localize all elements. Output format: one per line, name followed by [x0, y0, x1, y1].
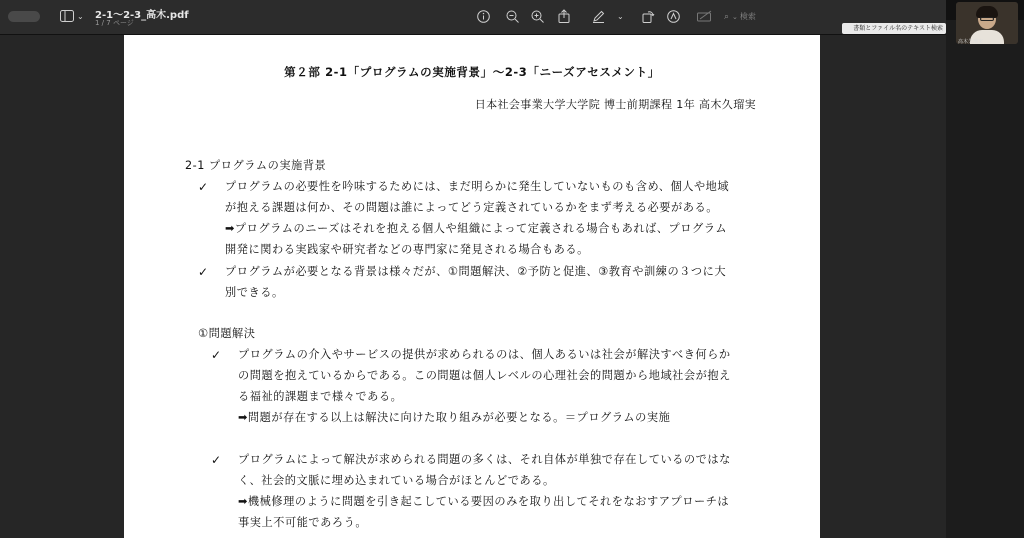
page-status: 1 / 7 ページ	[95, 19, 134, 27]
markup-pen-icon[interactable]	[592, 10, 605, 26]
sub-bullet2-line1: プログラムによって解決が求められる問題の多くは、それ自体が単独で存在しているのではな	[238, 453, 731, 466]
participant-glasses	[980, 17, 994, 21]
chevron-down-icon[interactable]: ⌄	[77, 12, 84, 21]
form-fill-icon[interactable]	[697, 10, 713, 26]
participant-name: 髙木久瑠実	[958, 39, 984, 45]
chevron-down-icon[interactable]: ⌄	[617, 12, 624, 21]
info-icon[interactable]	[477, 10, 490, 26]
bullet2-line2: 別できる。	[225, 286, 284, 299]
sub-bullet1-line2: の問題を抱えているからである。この問題は個人レベルの心理社会的問題から地域社会が抱え	[238, 369, 731, 382]
check-bullet: ✓	[198, 180, 209, 194]
document-title: 第２部 2-1「プログラムの実施背景」～2-3「ニーズアセスメント」	[284, 65, 660, 79]
sidebar-toggle-icon[interactable]	[60, 10, 74, 25]
toolbar	[0, 0, 946, 35]
subheading: ①問題解決	[198, 327, 256, 340]
sub-bullet1-line4: ➡問題が存在する以上は解決に向けた取り組みが必要となる。＝プログラムの実施	[238, 411, 671, 424]
search-icon: ⌕	[724, 12, 730, 22]
bullet1-line1: プログラムの必要性を吟味するためには、まだ明らかに発生していないものも含め、個人や地域	[225, 180, 730, 193]
share-icon[interactable]	[558, 9, 570, 26]
search-placeholder: 検索	[739, 12, 756, 21]
search-tooltip: 書類とファイル名のテキスト検索	[842, 23, 946, 34]
zoom-in-icon[interactable]	[531, 10, 544, 26]
bullet1-line2: が抱える課題は何か、その問題は誰によってどう定義されているかをまず考える必要がある。	[225, 201, 718, 214]
document-name: 2-1～2-3_高木.pdf	[95, 10, 189, 21]
sub-bullet1-line1: プログラムの介入やサービスの提供が求められるのは、個人あるいは社会が解決すべき何らか	[238, 348, 731, 361]
check-bullet: ✓	[211, 453, 222, 467]
chevron-down-icon: ⌄	[732, 13, 738, 21]
bullet2-line1: プログラムが必要となる背景は様々だが、①問題解決、②予防と促進、③教育や訓練の３つに大	[225, 265, 727, 278]
section-heading: 2-1 プログラムの実施背景	[185, 159, 327, 172]
sub-bullet2-line3: ➡機械修理のように問題を引き起こしている要因のみを取り出してそれをなおすアプローチは	[238, 495, 730, 508]
zoom-out-icon[interactable]	[506, 10, 519, 26]
document-author: 日本社会事業大学大学院 博士前期課程 1年 高木久瑠実	[474, 98, 756, 111]
sub-bullet1-line3: る福祉的課題まで様々である。	[238, 390, 403, 403]
check-bullet: ✓	[211, 348, 222, 362]
sub-bullet2-line2: く、社会的文脈に埋め込まれている場合がほとんどである。	[238, 474, 555, 487]
check-bullet: ✓	[198, 265, 209, 279]
window-controls[interactable]	[8, 11, 40, 22]
bullet1-line4: 開発に関わる実践家や研究者などの専門家に発見される場合もある。	[225, 243, 589, 256]
pdf-page	[124, 35, 820, 538]
side-panel	[946, 0, 1024, 538]
rotate-icon[interactable]	[642, 10, 655, 26]
search-field[interactable]	[724, 9, 794, 24]
sub-bullet2-line4: 事実上不可能であろう。	[238, 516, 368, 529]
annotate-icon[interactable]	[667, 10, 680, 26]
bullet1-line3: ➡プログラムのニーズはそれを抱える個人や組織によって定義される場合もあれば、プログラム	[225, 222, 728, 235]
